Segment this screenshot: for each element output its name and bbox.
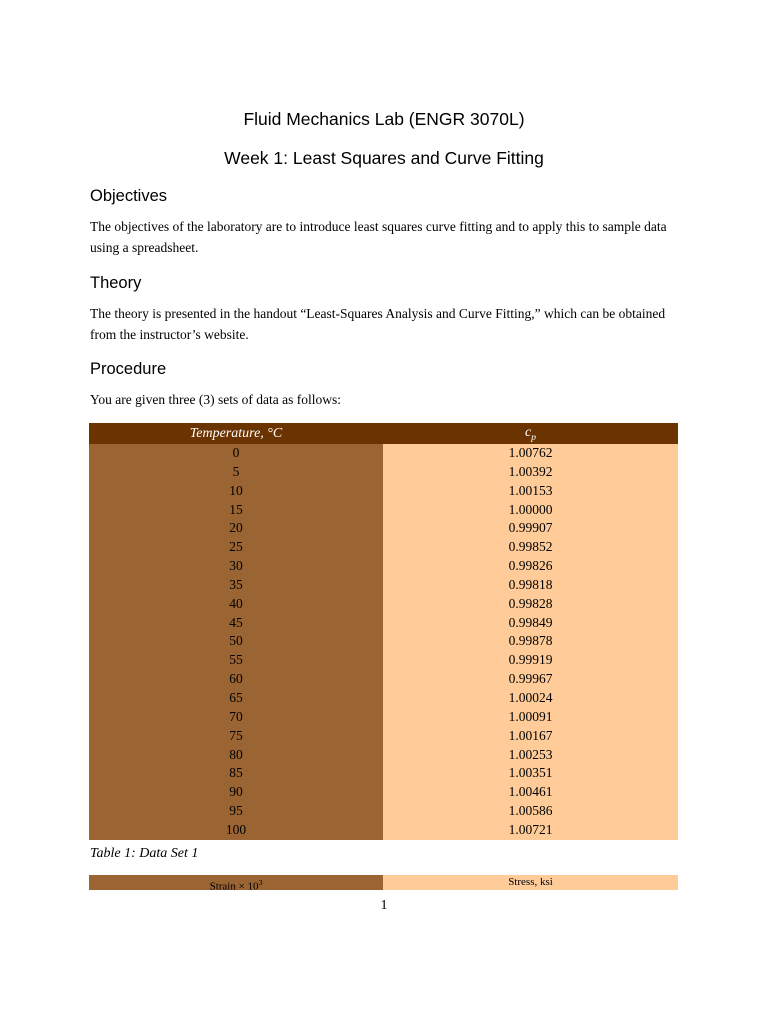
temperature-cell: 40	[229, 595, 243, 611]
data-table-1	[89, 423, 678, 840]
temperature-cell: 5	[232, 463, 240, 479]
column-header-strain	[89, 875, 383, 893]
column-header-cp-subscript: p	[531, 431, 537, 443]
temperature-cell: 80	[229, 746, 243, 762]
temperature-cell: 100	[225, 821, 247, 837]
column-header-strain-superscript: 3	[258, 878, 263, 887]
cp-cell: 0.99878	[508, 633, 553, 649]
temperature-cell: 45	[229, 614, 243, 630]
table-body	[89, 444, 678, 840]
cp-cell: 0.99907	[508, 520, 553, 536]
cp-cell: 0.99849	[508, 614, 553, 630]
objectives-heading: Objectives	[90, 187, 168, 205]
cp-cell: 1.00091	[508, 708, 553, 724]
temperature-cell: 15	[229, 501, 243, 517]
cp-cell: 1.00253	[508, 746, 553, 762]
table-1-caption: Table 1: Data Set 1	[90, 846, 199, 861]
cp-cell: 0.99828	[508, 595, 553, 611]
procedure-text: You are given three (3) sets of data as follows:	[90, 392, 341, 407]
cp-cell: 0.99852	[508, 539, 553, 555]
cp-cell: 1.00024	[508, 689, 553, 705]
theory-heading: Theory	[90, 274, 142, 292]
column-header-stress: Stress, ksi	[383, 875, 678, 890]
page-number: 1	[380, 898, 388, 913]
cp-cell: 1.00167	[508, 727, 553, 743]
temperature-cell: 75	[229, 727, 243, 743]
column-header-temperature-label: Temperature, °C	[189, 425, 283, 441]
cp-cell: 1.00461	[508, 784, 553, 800]
temperature-cell: 85	[229, 765, 243, 781]
column-header-strain-label: Strain × 10	[209, 880, 259, 893]
temperature-cell: 90	[229, 784, 243, 800]
cp-cell: 1.00392	[508, 463, 553, 479]
data-table-2-header	[89, 875, 678, 893]
temperature-cell: 65	[229, 689, 243, 705]
column-header-cp-label: c	[524, 424, 532, 440]
cp-cell: 1.00153	[508, 482, 553, 498]
temperature-cell: 55	[229, 652, 243, 668]
temperature-cell: 10	[229, 482, 243, 498]
cp-cell: 1.00586	[508, 803, 553, 819]
temperature-cell: 95	[229, 803, 243, 819]
temperature-cell: 20	[229, 520, 243, 536]
cp-cell: 0.99826	[508, 558, 553, 574]
objectives-text: The objectives of the laboratory are to introduce least squares curve fitting and to apply this to sample data using a spreadsheet.	[90, 219, 667, 255]
cp-cell: 1.00762	[508, 445, 553, 460]
procedure-heading: Procedure	[90, 360, 167, 378]
temperature-cell: 70	[229, 708, 243, 724]
column-header-cp	[383, 425, 678, 443]
course-title: Fluid Mechanics Lab (ENGR 3070L)	[243, 109, 525, 129]
temperature-cell: 25	[229, 539, 243, 555]
temperature-cell: 0	[232, 445, 240, 460]
column-header-temperature	[89, 426, 383, 442]
theory-text: The theory is presented in the handout “Least-Squares Analysis and Curve Fitting,” which can be obtained from the instructor’s website.	[90, 306, 666, 342]
cp-cell: 1.00721	[508, 821, 553, 837]
table-header-row	[89, 423, 678, 444]
cp-cell: 0.99818	[508, 576, 553, 592]
temperature-cell: 50	[229, 633, 243, 649]
cp-cell: 0.99967	[508, 671, 553, 687]
cp-cell: 1.00351	[508, 765, 553, 781]
cp-column	[383, 444, 678, 840]
cp-cell: 0.99919	[508, 652, 553, 668]
temperature-cell: 30	[229, 558, 243, 574]
temperature-column	[89, 444, 383, 840]
temperature-cell: 35	[229, 576, 243, 592]
cp-cell: 1.00000	[508, 501, 553, 517]
week-title: Week 1: Least Squares and Curve Fitting	[224, 148, 544, 168]
temperature-cell: 60	[229, 671, 243, 687]
